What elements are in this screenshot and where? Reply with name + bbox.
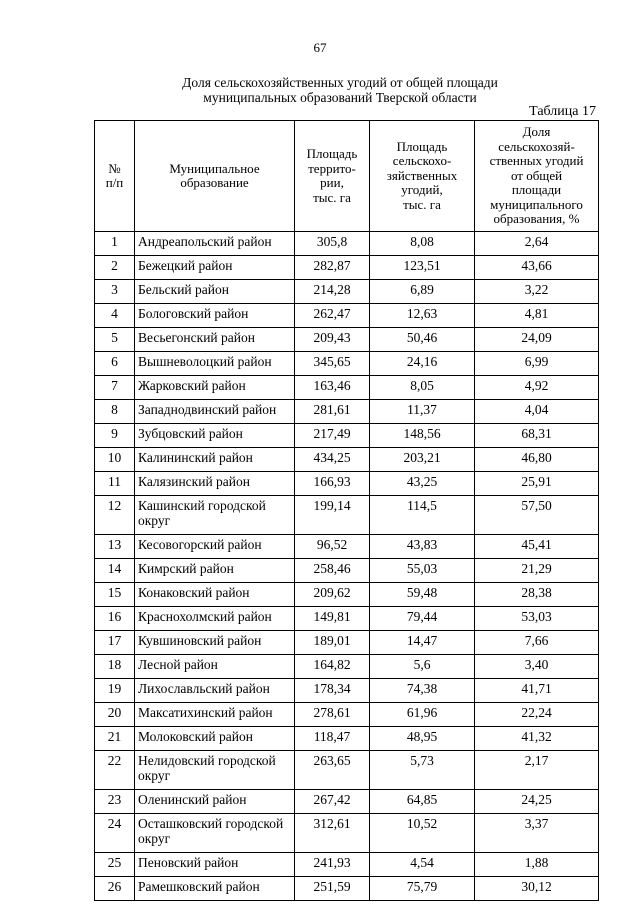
table-header: [95, 121, 599, 232]
header-area: Площадь террито- рии, тыс. га: [295, 121, 370, 232]
table-row: 6 Вышневолоцкий район 345,65 24,16 6,99: [95, 352, 599, 376]
table-row: 12 Кашинский городской округ 199,14 114,5 57,50: [95, 496, 599, 535]
table-row: 25 Пеновский район 241,93 4,54 1,88: [95, 853, 599, 877]
title-line-2: муниципальных образований Тверской области: [203, 90, 477, 105]
table-row: 1 Андреапольский район 305,8 8,08 2,64: [95, 232, 599, 256]
data-table: [94, 120, 599, 901]
header-number: № п/п: [95, 121, 135, 232]
table-row: 23 Оленинский район 267,42 64,85 24,25: [95, 790, 599, 814]
table-row: 8 Западнодвинский район 281,61 11,37 4,04: [95, 400, 599, 424]
table-row: 3 Бельский район 214,28 6,89 3,22: [95, 280, 599, 304]
table-row: 17 Кувшиновский район 189,01 14,47 7,66: [95, 631, 599, 655]
table-row: 13 Кесовогорский район 96,52 43,83 45,41: [95, 535, 599, 559]
header-municipality: Муниципальное образование: [135, 121, 295, 232]
table-row: 2 Бежецкий район 282,87 123,51 43,66: [95, 256, 599, 280]
table-label: Таблица 17: [529, 104, 596, 119]
page-number: 67: [313, 40, 327, 55]
table-row: 16 Краснохолмский район 149,81 79,44 53,03: [95, 607, 599, 631]
table-row: 11 Калязинский район 166,93 43,25 25,91: [95, 472, 599, 496]
table-row: 5 Весьегонский район 209,43 50,46 24,09: [95, 328, 599, 352]
table-row: 14 Кимрский район 258,46 55,03 21,29: [95, 559, 599, 583]
table-row: 21 Молоковский район 118,47 48,95 41,32: [95, 727, 599, 751]
table-row: 7 Жарковский район 163,46 8,05 4,92: [95, 376, 599, 400]
table-row: 18 Лесной район 164,82 5,6 3,40: [95, 655, 599, 679]
table-row: 26 Рамешковский район 251,59 75,79 30,12: [95, 877, 599, 901]
table-row: 22 Нелидовский городской округ 263,65 5,73 2,17: [95, 751, 599, 790]
table-row: 20 Максатихинский район 278,61 61,96 22,24: [95, 703, 599, 727]
page-title: [90, 75, 590, 105]
table-row: 4 Бологовский район 262,47 12,63 4,81: [95, 304, 599, 328]
table-row: 9 Зубцовский район 217,49 148,56 68,31: [95, 424, 599, 448]
title-line-1: Доля сельскохозяйственных угодий от общей площади: [182, 75, 498, 90]
header-share: Доля сельскохозяй- ственных угодий от общей площади муниципального образования, %: [475, 121, 599, 232]
table-row: 15 Конаковский район 209,62 59,48 28,38: [95, 583, 599, 607]
table-row: 19 Лихославльский район 178,34 74,38 41,71: [95, 679, 599, 703]
table-row: 24 Осташковский городской округ 312,61 10,52 3,37: [95, 814, 599, 853]
header-agri-area: Площадь сельскохо- зяйственных угодий, тыс. га: [370, 121, 475, 232]
table-row: 10 Калининский район 434,25 203,21 46,80: [95, 448, 599, 472]
